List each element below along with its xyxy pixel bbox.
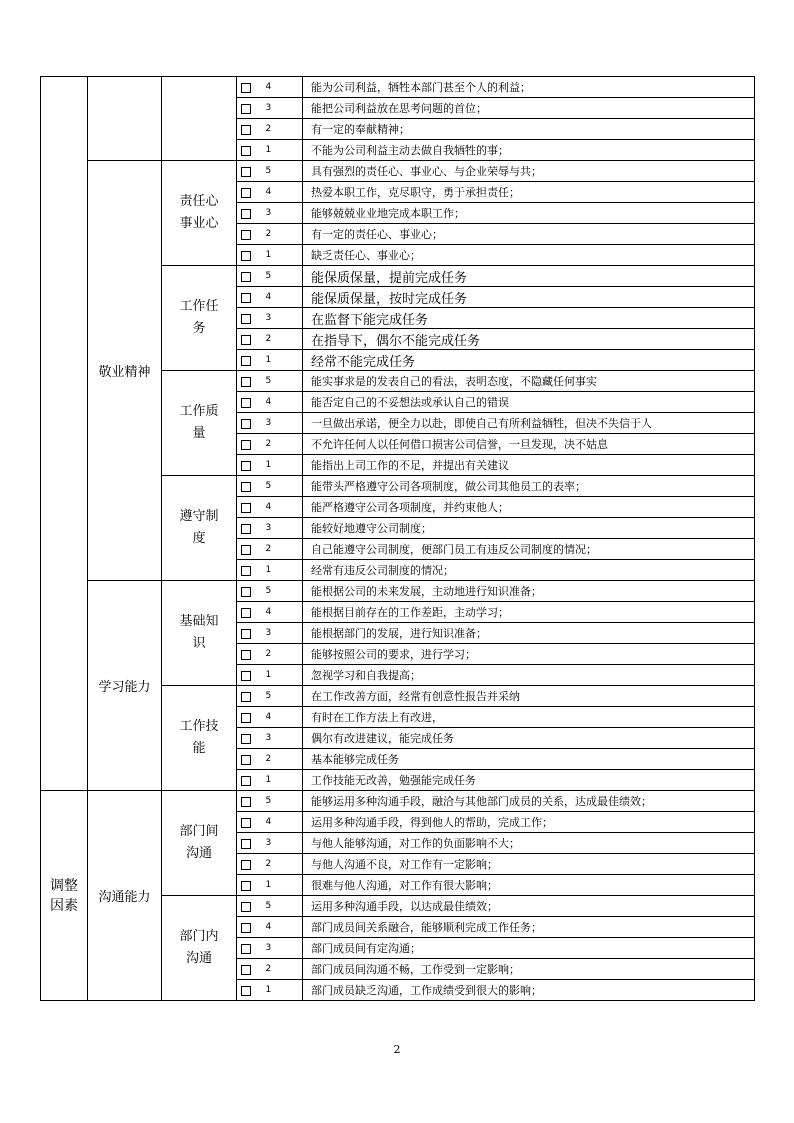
page-number: 2 xyxy=(393,1043,401,1056)
checkbox[interactable] xyxy=(241,587,251,597)
checkbox-cell[interactable] xyxy=(237,644,253,665)
checkbox-cell[interactable] xyxy=(237,917,253,938)
score-value: 4 xyxy=(253,182,303,203)
checkbox[interactable] xyxy=(241,419,251,429)
criterion-description: 工作技能无改善，勉强能完成任务 xyxy=(303,770,755,791)
score-value: 2 xyxy=(253,854,303,875)
checkbox[interactable] xyxy=(241,923,251,933)
checkbox-cell[interactable] xyxy=(237,224,253,245)
score-value: 1 xyxy=(253,980,303,1001)
category-label: 学习能力 xyxy=(88,581,162,791)
score-value: 1 xyxy=(253,875,303,896)
score-value: 3 xyxy=(253,938,303,959)
checkbox[interactable] xyxy=(241,146,251,156)
category-label: 沟通能力 xyxy=(88,791,162,1001)
checkbox-cell[interactable] xyxy=(237,266,253,287)
score-value: 1 xyxy=(253,770,303,791)
criterion-description: 一旦做出承诺，便全力以赴，即使自己有所利益牺牲，但决不失信于人 xyxy=(303,413,755,434)
checkbox-cell[interactable] xyxy=(237,686,253,707)
subcategory-label: 责任心事业心 xyxy=(162,161,237,266)
criterion-description: 能否定自己的不妥想法或承认自己的错误 xyxy=(303,392,755,413)
score-value: 5 xyxy=(253,791,303,812)
checkbox[interactable] xyxy=(241,503,251,513)
category-label xyxy=(88,77,162,161)
checkbox[interactable] xyxy=(241,755,251,765)
subcategory-label: 部门间沟通 xyxy=(162,791,237,896)
checkbox[interactable] xyxy=(241,692,251,702)
criterion-description: 忽视学习和自我提高； xyxy=(303,665,755,686)
checkbox[interactable] xyxy=(241,335,251,345)
criterion-description: 与他人沟通不良，对工作有一定影响； xyxy=(303,854,755,875)
checkbox-cell[interactable] xyxy=(237,875,253,896)
subcategory-label: 工作质量 xyxy=(162,371,237,476)
checkbox[interactable] xyxy=(241,608,251,618)
checkbox[interactable] xyxy=(241,377,251,387)
checkbox[interactable] xyxy=(241,125,251,135)
checkbox[interactable] xyxy=(241,797,251,807)
score-value: 3 xyxy=(253,308,303,329)
criterion-description: 能把公司利益放在思考问题的首位； xyxy=(303,98,755,119)
checkbox-cell[interactable] xyxy=(237,329,253,350)
checkbox-cell[interactable] xyxy=(237,140,253,161)
checkbox-cell[interactable] xyxy=(237,833,253,854)
score-value: 4 xyxy=(253,287,303,308)
checkbox-cell[interactable] xyxy=(237,413,253,434)
criterion-description: 部门成员间关系融合，能够顺利完成工作任务； xyxy=(303,917,755,938)
checkbox[interactable] xyxy=(241,230,251,240)
criterion-description: 很难与他人沟通，对工作有很大影响； xyxy=(303,875,755,896)
score-value: 1 xyxy=(253,455,303,476)
score-value: 3 xyxy=(253,98,303,119)
score-value: 4 xyxy=(253,77,303,98)
score-value: 3 xyxy=(253,623,303,644)
score-value: 3 xyxy=(253,833,303,854)
subcategory-label xyxy=(162,77,237,161)
score-value: 2 xyxy=(253,329,303,350)
checkbox-cell[interactable] xyxy=(237,560,253,581)
criterion-description: 能实事求是的发表自己的看法，表明态度，不隐藏任何事实 xyxy=(303,371,755,392)
checkbox[interactable] xyxy=(241,104,251,114)
score-value: 1 xyxy=(253,140,303,161)
criterion-description: 在指导下，偶尔不能完成任务 xyxy=(303,329,755,350)
criterion-description: 能指出上司工作的不足，并提出有关建议 xyxy=(303,455,755,476)
criterion-description: 能够兢兢业业地完成本职工作； xyxy=(303,203,755,224)
score-value: 3 xyxy=(253,413,303,434)
table-row xyxy=(41,581,755,602)
criterion-description: 热爱本职工作，克尽职守，勇于承担责任； xyxy=(303,182,755,203)
score-value: 2 xyxy=(253,434,303,455)
checkbox[interactable] xyxy=(241,272,251,282)
score-value: 1 xyxy=(253,560,303,581)
score-value: 2 xyxy=(253,749,303,770)
criterion-description: 能保质保量，提前完成任务 xyxy=(303,266,755,287)
criterion-description: 运用多种沟通手段，得到他人的帮助，完成工作； xyxy=(303,812,755,833)
checkbox[interactable] xyxy=(241,167,251,177)
checkbox-cell[interactable] xyxy=(237,245,253,266)
checkbox-cell[interactable] xyxy=(237,959,253,980)
criterion-description: 能根据公司的未来发展，主动地进行知识准备； xyxy=(303,581,755,602)
checkbox-cell[interactable] xyxy=(237,182,253,203)
score-value: 5 xyxy=(253,476,303,497)
criterion-description: 缺乏责任心、事业心； xyxy=(303,245,755,266)
checkbox[interactable] xyxy=(241,650,251,660)
score-value: 4 xyxy=(253,917,303,938)
table-row xyxy=(41,77,755,98)
criterion-description: 能保质保量，按时完成任务 xyxy=(303,287,755,308)
checkbox[interactable] xyxy=(241,188,251,198)
criterion-description: 能根据目前存在的工作差距，主动学习； xyxy=(303,602,755,623)
checkbox-cell[interactable] xyxy=(237,287,253,308)
criterion-description: 能够按照公司的要求，进行学习； xyxy=(303,644,755,665)
checkbox[interactable] xyxy=(241,629,251,639)
criterion-description: 能带头严格遵守公司各项制度，做公司其他员工的表率； xyxy=(303,476,755,497)
table-row xyxy=(41,161,755,182)
checkbox[interactable] xyxy=(241,482,251,492)
checkbox[interactable] xyxy=(241,440,251,450)
checkbox[interactable] xyxy=(241,251,251,261)
score-value: 4 xyxy=(253,497,303,518)
checkbox[interactable] xyxy=(241,314,251,324)
score-value: 3 xyxy=(253,518,303,539)
criterion-description: 不能为公司利益主动去做自我牺牲的事； xyxy=(303,140,755,161)
checkbox-cell[interactable] xyxy=(237,938,253,959)
score-value: 2 xyxy=(253,959,303,980)
criterion-description: 有时在工作方法上有改进， xyxy=(303,707,755,728)
checkbox-cell[interactable] xyxy=(237,623,253,644)
criterion-description: 自己能遵守公司制度，便部门员工有违反公司制度的情况； xyxy=(303,539,755,560)
checkbox-cell[interactable] xyxy=(237,476,253,497)
checkbox-cell[interactable] xyxy=(237,434,253,455)
checkbox-cell[interactable] xyxy=(237,203,253,224)
score-value: 3 xyxy=(253,728,303,749)
criterion-description: 经常有违反公司制度的情况； xyxy=(303,560,755,581)
checkbox[interactable] xyxy=(241,860,251,870)
checkbox[interactable] xyxy=(241,986,251,996)
group-label: 调整因素 xyxy=(41,791,88,1001)
checkbox-cell[interactable] xyxy=(237,455,253,476)
checkbox-cell[interactable] xyxy=(237,392,253,413)
checkbox-cell[interactable] xyxy=(237,539,253,560)
subcategory-label: 工作技能 xyxy=(162,686,237,791)
score-value: 2 xyxy=(253,644,303,665)
checkbox[interactable] xyxy=(241,293,251,303)
checkbox-cell[interactable] xyxy=(237,371,253,392)
score-value: 1 xyxy=(253,245,303,266)
evaluation-table xyxy=(40,76,755,1001)
criterion-description: 能为公司利益，牺牲本部门甚至个人的利益； xyxy=(303,77,755,98)
subcategory-label: 基础知识 xyxy=(162,581,237,686)
checkbox-cell[interactable] xyxy=(237,119,253,140)
checkbox[interactable] xyxy=(241,944,251,954)
criterion-description: 部门成员缺乏沟通，工作成绩受到很大的影响； xyxy=(303,980,755,1001)
criterion-description: 部门成员间有定沟通； xyxy=(303,938,755,959)
criterion-description: 能较好地遵守公司制度； xyxy=(303,518,755,539)
checkbox[interactable] xyxy=(241,83,251,93)
checkbox-cell[interactable] xyxy=(237,770,253,791)
checkbox-cell[interactable] xyxy=(237,707,253,728)
score-value: 5 xyxy=(253,371,303,392)
score-value: 4 xyxy=(253,392,303,413)
criterion-description: 能严格遵守公司各项制度，并约束他人； xyxy=(303,497,755,518)
checkbox[interactable] xyxy=(241,671,251,681)
checkbox-cell[interactable] xyxy=(237,812,253,833)
checkbox[interactable] xyxy=(241,545,251,555)
checkbox[interactable] xyxy=(241,566,251,576)
criterion-description: 能够运用多种沟通手段，融洽与其他部门成员的关系，达成最佳绩效； xyxy=(303,791,755,812)
checkbox-cell[interactable] xyxy=(237,854,253,875)
criterion-description: 能根据部门的发展，进行知识准备； xyxy=(303,623,755,644)
criterion-description: 在监督下能完成任务 xyxy=(303,308,755,329)
score-value: 4 xyxy=(253,812,303,833)
checkbox-cell[interactable] xyxy=(237,308,253,329)
checkbox[interactable] xyxy=(241,461,251,471)
checkbox[interactable] xyxy=(241,818,251,828)
score-value: 2 xyxy=(253,119,303,140)
checkbox[interactable] xyxy=(241,839,251,849)
score-value: 4 xyxy=(253,707,303,728)
subcategory-label: 工作任务 xyxy=(162,266,237,371)
score-value: 5 xyxy=(253,161,303,182)
checkbox-cell[interactable] xyxy=(237,350,253,371)
checkbox-cell[interactable] xyxy=(237,77,253,98)
subcategory-label: 遵守制度 xyxy=(162,476,237,581)
criterion-description: 在工作改善方面，经常有创意性报告并采纳 xyxy=(303,686,755,707)
checkbox-cell[interactable] xyxy=(237,980,253,1001)
criterion-description: 基本能够完成任务 xyxy=(303,749,755,770)
score-value: 4 xyxy=(253,602,303,623)
checkbox[interactable] xyxy=(241,776,251,786)
checkbox-cell[interactable] xyxy=(237,896,253,917)
score-value: 1 xyxy=(253,665,303,686)
score-value: 1 xyxy=(253,350,303,371)
score-value: 5 xyxy=(253,581,303,602)
criterion-description: 偶尔有改进建议，能完成任务 xyxy=(303,728,755,749)
score-value: 2 xyxy=(253,224,303,245)
criterion-description: 经常不能完成任务 xyxy=(303,350,755,371)
score-value: 5 xyxy=(253,266,303,287)
checkbox-cell[interactable] xyxy=(237,665,253,686)
criterion-description: 有一定的奉献精神； xyxy=(303,119,755,140)
criterion-description: 不允许任何人以任何借口损害公司信誉，一旦发现，决不姑息 xyxy=(303,434,755,455)
checkbox[interactable] xyxy=(241,398,251,408)
group-label xyxy=(41,77,88,791)
checkbox[interactable] xyxy=(241,209,251,219)
table-row xyxy=(41,791,755,812)
checkbox-cell[interactable] xyxy=(237,518,253,539)
score-value: 3 xyxy=(253,203,303,224)
checkbox[interactable] xyxy=(241,356,251,366)
checkbox-cell[interactable] xyxy=(237,98,253,119)
checkbox-cell[interactable] xyxy=(237,791,253,812)
criterion-description: 有一定的责任心、事业心； xyxy=(303,224,755,245)
checkbox-cell[interactable] xyxy=(237,161,253,182)
checkbox-cell[interactable] xyxy=(237,728,253,749)
criterion-description: 具有强烈的责任心、事业心、与企业荣辱与共； xyxy=(303,161,755,182)
checkbox[interactable] xyxy=(241,734,251,744)
score-value: 5 xyxy=(253,896,303,917)
checkbox-cell[interactable] xyxy=(237,749,253,770)
criterion-description: 部门成员间沟通不畅，工作受到一定影响； xyxy=(303,959,755,980)
checkbox-cell[interactable] xyxy=(237,581,253,602)
category-label: 敬业精神 xyxy=(88,161,162,581)
score-value: 5 xyxy=(253,686,303,707)
checkbox[interactable] xyxy=(241,965,251,975)
checkbox-cell[interactable] xyxy=(237,602,253,623)
checkbox[interactable] xyxy=(241,524,251,534)
subcategory-label: 部门内沟通 xyxy=(162,896,237,1001)
checkbox[interactable] xyxy=(241,881,251,891)
criterion-description: 运用多种沟通手段，以达成最佳绩效； xyxy=(303,896,755,917)
criterion-description: 与他人能够沟通，对工作的负面影响不大； xyxy=(303,833,755,854)
score-value: 2 xyxy=(253,539,303,560)
checkbox[interactable] xyxy=(241,713,251,723)
checkbox-cell[interactable] xyxy=(237,497,253,518)
checkbox[interactable] xyxy=(241,902,251,912)
